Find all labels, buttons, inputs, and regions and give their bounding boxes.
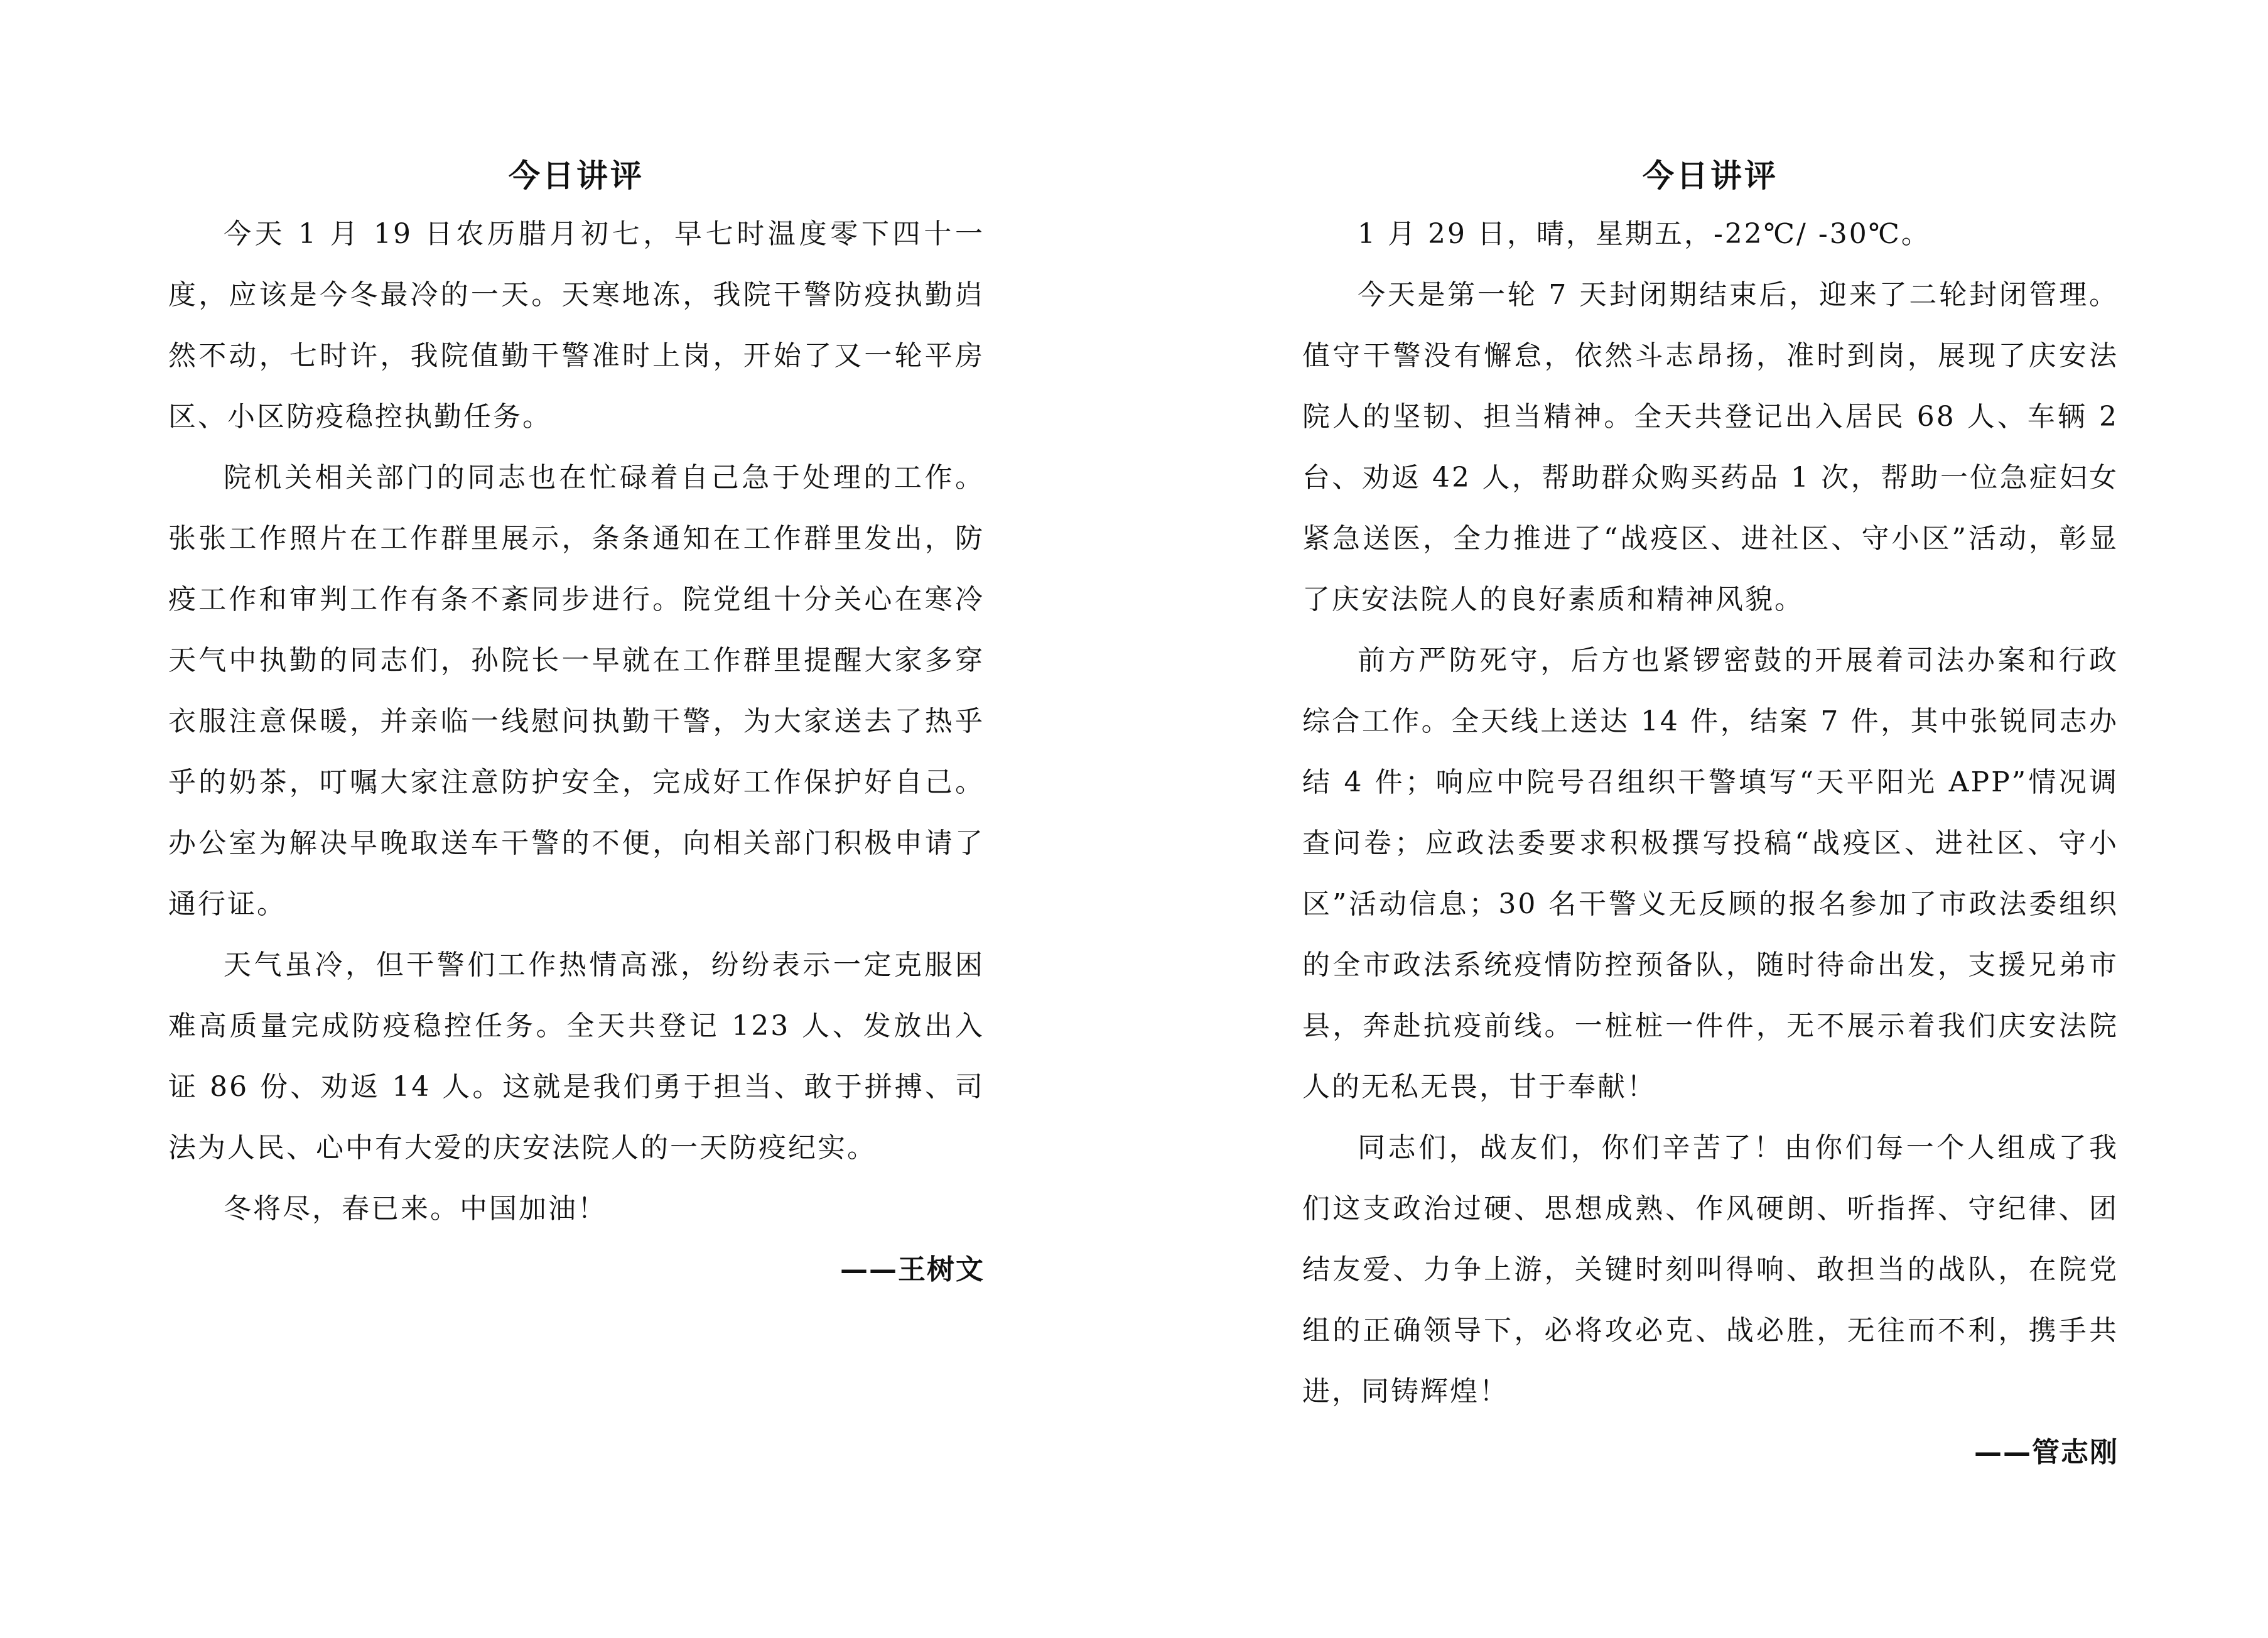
left-paragraph-4: 冬将尽，春已来。中国加油！ bbox=[224, 1193, 607, 1225]
left-page-column bbox=[168, 148, 985, 1300]
left-paragraph-2: 院机关相关部门的同志也在忙碌着自己急于处理的工作。张张工作照片在工作群里展示，条条通知在工作群里发出，防疫工作和审判工作有条不紊同步进行。院党组十分关心在寒冷天气中执勤的同志们，孙院长一早就在工作群里提醒大家多穿衣服注意保暖，并亲临一线慰问执勤干警，为大家送去了热乎乎的奶茶，叮嘱大家注意防护安全，完成好工作保护好自己。办公室为解决早晚取送车干警的不便，向相关部门积极申请了通行证。 bbox=[168, 462, 985, 920]
left-signature: ——王树文 bbox=[840, 1254, 985, 1286]
right-page-title: 今日讲评 bbox=[1643, 158, 1778, 194]
right-page-column bbox=[1302, 148, 2119, 1483]
left-page-title: 今日讲评 bbox=[509, 158, 644, 194]
right-paragraph-4: 同志们，战友们，你们辛苦了！由你们每一个人组成了我们这支政治过硬、思想成熟、作风硬朗、听指挥、守纪律、团结友爱、力争上游，关键时刻叫得响、敢担当的战队，在院党组的正确领导下，必将攻必克、战必胜，无往而不利，携手共进，同铸辉煌！ bbox=[1302, 1132, 2119, 1407]
right-paragraph-3: 前方严防死守，后方也紧锣密鼓的开展着司法办案和行政综合工作。全天线上送达 14 件，结案 7 件，其中张锐同志办结 4 件；响应中院号召组织干警填写“天平阳光 APP”情况调查问卷；应政法委要求积极撰写投稿“战疫区、进社区、守小区”活动信息；30 名干警义无反顾的报名参加了市政法委组织的全市政法系统疫情防控预备队，随时待命出发，支援兄弟市县，奔赴抗疫前线。一桩桩一件件，无不展示着我们庆安法院人的无私无畏，甘于奉献！ bbox=[1302, 644, 2119, 1103]
right-page bbox=[1134, 0, 2268, 1638]
right-signature: ——管志刚 bbox=[1974, 1436, 2119, 1468]
left-paragraph-3: 天气虽冷，但干警们工作热情高涨，纷纷表示一定克服困难高质量完成防疫稳控任务。全天共登记 123 人、发放出入证 86 份、劝返 14 人。这就是我们勇于担当、敢于拼搏、司法为人民、心中有大爱的庆安法院人的一天防疫纪实。 bbox=[168, 949, 985, 1164]
left-paragraph-1: 今天 1 月 19 日农历腊月初七，早七时温度零下四十一度，应该是今冬最冷的一天。天寒地冻，我院干警防疫执勤岿然不动，七时许，我院值勤干警准时上岗，开始了又一轮平房区、小区防疫稳控执勤任务。 bbox=[168, 218, 985, 433]
right-paragraph-2: 今天是第一轮 7 天封闭期结束后，迎来了二轮封闭管理。值守干警没有懈怠，依然斗志昂扬，准时到岗，展现了庆安法院人的坚韧、担当精神。全天共登记出入居民 68 人、车辆 2 台、劝返 42 人，帮助群众购买药品 1 次，帮助一位急症妇女紧急送医，全力推进了“战疫区、进社区、守小区”活动，彰显了庆安法院人的良好素质和精神风貌。 bbox=[1302, 279, 2119, 616]
right-paragraph-1: 1 月 29 日，晴，星期五，-22℃/ -30℃。 bbox=[1358, 218, 1931, 250]
